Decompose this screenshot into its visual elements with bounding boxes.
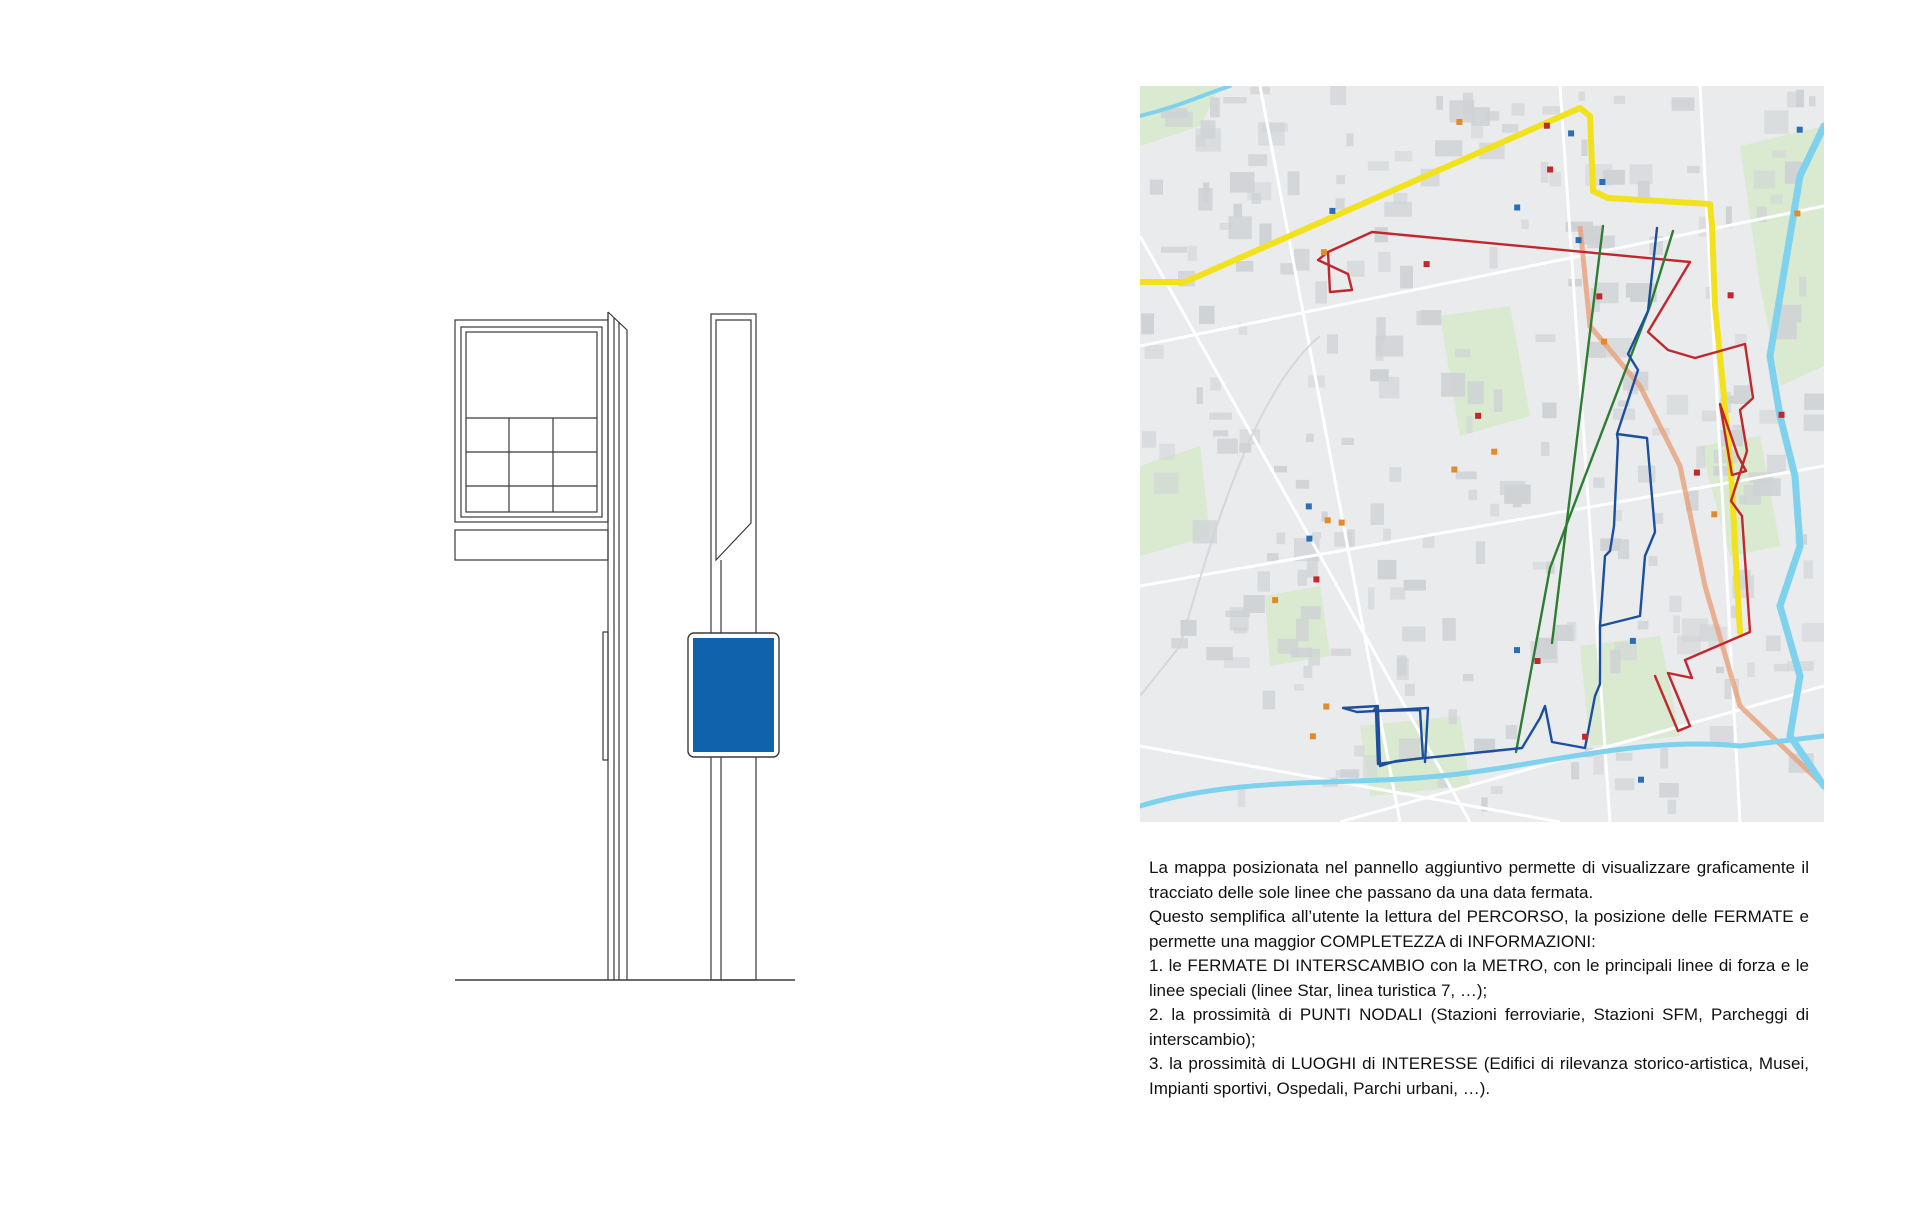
city-block [1696, 446, 1705, 468]
city-block [1489, 247, 1497, 269]
poi-marker-icon [1630, 638, 1636, 644]
city-block [1542, 403, 1556, 419]
poi-marker-icon [1475, 413, 1481, 419]
city-block [1296, 480, 1309, 489]
city-block [1342, 438, 1355, 445]
city-block [1809, 96, 1816, 106]
city-block [1248, 154, 1267, 166]
poi-marker-icon [1694, 470, 1700, 476]
city-block [1301, 606, 1321, 619]
city-block [1188, 246, 1197, 261]
city-block [1659, 783, 1679, 798]
city-block [1512, 103, 1525, 115]
city-block [1368, 587, 1375, 609]
city-block [1230, 607, 1249, 630]
city-block [1435, 140, 1462, 156]
city-block [1593, 477, 1604, 487]
city-block [1774, 664, 1789, 672]
city-block [1687, 166, 1700, 173]
city-block [1702, 411, 1718, 422]
poi-marker-icon [1339, 520, 1345, 526]
city-block [1165, 112, 1193, 127]
city-block [1336, 175, 1345, 184]
city-block [1463, 93, 1473, 114]
city-block [1491, 786, 1503, 794]
city-block [1141, 313, 1154, 334]
city-block [1378, 560, 1397, 580]
city-block [1610, 650, 1621, 674]
city-block [1442, 618, 1455, 641]
poi-marker-icon [1323, 704, 1329, 710]
city-block [1327, 334, 1338, 353]
city-block [1229, 216, 1252, 239]
city-block [1456, 472, 1477, 480]
city-block [1455, 349, 1470, 357]
city-block [1336, 198, 1345, 209]
city-block [1667, 395, 1688, 415]
route-map [1140, 86, 1824, 822]
city-block [1673, 616, 1680, 634]
description-list-item-3: 3. la prossimità di LUOGHI di INTERESSE (Edifici di rilevanza storico-artistica, Musei, Impianti sportivi, Ospedali, Parchi urbani, …). [1149, 1054, 1809, 1098]
city-block [1581, 140, 1587, 156]
board-base-band [455, 530, 608, 560]
city-block [1375, 227, 1388, 242]
city-block [1669, 596, 1681, 613]
city-block [1390, 587, 1405, 599]
city-block [1209, 413, 1232, 420]
city-block [1764, 110, 1788, 134]
city-block [1616, 753, 1633, 761]
poi-marker-icon [1547, 167, 1553, 173]
city-block [1363, 755, 1377, 778]
city-block [1378, 252, 1391, 272]
city-block [1568, 279, 1582, 286]
poi-marker-icon [1321, 249, 1327, 255]
city-block [1217, 439, 1238, 454]
city-block [1541, 442, 1550, 456]
city-block [1506, 725, 1517, 739]
city-block [1145, 345, 1164, 359]
city-block [1766, 636, 1781, 652]
poi-marker-icon [1456, 119, 1462, 125]
city-block [1579, 92, 1585, 101]
city-block [1210, 98, 1220, 118]
city-block [1476, 542, 1485, 564]
poi-marker-icon [1329, 208, 1335, 214]
city-block [1615, 778, 1634, 790]
city-block [1787, 92, 1802, 108]
poi-marker-icon [1451, 467, 1457, 473]
city-block [1347, 261, 1365, 277]
city-block [1330, 86, 1346, 105]
city-block [1213, 430, 1228, 436]
city-block [1802, 623, 1824, 642]
poi-marker-icon [1794, 210, 1800, 216]
city-block [1236, 261, 1253, 272]
city-block [1303, 666, 1312, 678]
city-block [1405, 684, 1415, 696]
poi-marker-icon [1638, 777, 1644, 783]
city-block [1571, 762, 1579, 779]
city-block [1468, 381, 1484, 404]
poi-marker-icon [1582, 734, 1588, 740]
city-block [1502, 124, 1518, 133]
city-block [1296, 619, 1309, 641]
poi-marker-icon [1272, 597, 1278, 603]
city-block [1630, 164, 1653, 184]
poi-marker-icon [1514, 647, 1520, 653]
city-block [1744, 485, 1761, 505]
city-block [1682, 618, 1708, 641]
city-block [1399, 738, 1420, 760]
city-block [1494, 390, 1503, 412]
poi-marker-icon [1568, 130, 1574, 136]
city-block [1159, 444, 1175, 460]
city-block [1370, 369, 1389, 381]
city-block [1504, 485, 1531, 504]
city-block [1449, 709, 1457, 724]
description-text [1149, 856, 1809, 1101]
city-block [1521, 219, 1528, 229]
city-block [1196, 128, 1221, 151]
city-block [1543, 106, 1562, 115]
poi-marker-icon [1535, 658, 1541, 664]
city-block [1421, 310, 1441, 325]
city-block [1747, 663, 1755, 677]
city-block [1154, 473, 1178, 494]
poi-marker-icon [1601, 339, 1607, 345]
poi-marker-icon [1313, 576, 1319, 582]
city-block [1402, 627, 1425, 642]
city-block [1294, 684, 1304, 691]
city-block [1263, 691, 1275, 710]
city-block [1714, 450, 1738, 464]
poi-marker-icon [1491, 449, 1497, 455]
poi-marker-icon [1797, 127, 1803, 133]
city-block [1767, 455, 1786, 475]
city-block [1595, 283, 1619, 304]
city-block [1206, 647, 1232, 660]
description-paragraph-2: Questo semplifica all’utente la lettura del PERCORSO, la posizione delle FERMATE e permette una maggior COMPLETEZZA di INFORMAZIONI: [1149, 907, 1809, 951]
city-block [1638, 621, 1649, 630]
city-block [1649, 556, 1658, 566]
city-block [1804, 415, 1824, 432]
city-block [1469, 490, 1478, 500]
city-block [1315, 281, 1327, 303]
city-block [1142, 431, 1156, 447]
city-block [1258, 571, 1271, 591]
timetable-board [455, 320, 608, 522]
poi-marker-icon [1424, 261, 1430, 267]
city-block [1397, 658, 1409, 680]
city-block [1638, 466, 1656, 483]
city-block [1772, 150, 1786, 158]
blue-information-panel [688, 633, 779, 757]
city-block [1754, 170, 1776, 188]
city-block [1223, 97, 1246, 103]
city-block [1368, 161, 1389, 170]
city-block [1376, 336, 1404, 357]
city-block [1247, 182, 1271, 200]
city-block [1799, 277, 1806, 297]
poi-marker-icon [1544, 123, 1550, 129]
poi-marker-icon [1599, 179, 1605, 185]
poi-marker-icon [1306, 536, 1312, 542]
city-block [1541, 162, 1548, 183]
city-block [1553, 625, 1573, 641]
city-block [1288, 171, 1300, 195]
city-block [1660, 748, 1668, 769]
city-block [1672, 97, 1695, 110]
poi-marker-icon [1596, 293, 1602, 299]
city-block [1404, 580, 1426, 591]
city-block [1536, 334, 1556, 342]
city-block [1400, 266, 1413, 289]
city-block [1294, 249, 1309, 271]
city-block [1233, 204, 1242, 218]
city-block [1549, 172, 1561, 187]
city-block [1298, 570, 1308, 586]
city-block [1331, 649, 1352, 656]
city-block [1161, 247, 1187, 253]
city-block [1346, 134, 1353, 147]
poi-marker-icon [1728, 292, 1734, 298]
city-block [1277, 533, 1286, 545]
poi-marker-icon [1711, 511, 1717, 517]
poi-marker-icon [1306, 503, 1312, 509]
city-block [1197, 387, 1203, 404]
city-block [1203, 182, 1209, 201]
city-block [1716, 667, 1724, 673]
poi-marker-icon [1514, 205, 1520, 211]
city-block [1336, 770, 1359, 778]
poi-marker-icon [1325, 517, 1331, 523]
city-block [1466, 416, 1472, 433]
city-block [1306, 434, 1314, 442]
city-block [1654, 513, 1663, 524]
city-block [1490, 504, 1499, 517]
city-block [1384, 202, 1412, 217]
city-block [1371, 504, 1385, 526]
city-block [1234, 627, 1248, 633]
city-block [1274, 466, 1287, 472]
city-block [1278, 639, 1299, 654]
city-block [1668, 800, 1677, 814]
city-block [1594, 755, 1604, 775]
city-block [1614, 96, 1625, 104]
city-block [1395, 151, 1412, 161]
city-block [1804, 560, 1813, 578]
poi-marker-icon [1576, 237, 1582, 243]
city-block [1436, 96, 1443, 110]
city-block [1267, 553, 1279, 561]
city-block [1354, 745, 1364, 756]
city-block [1441, 373, 1465, 397]
city-block [1150, 180, 1163, 195]
city-block [1463, 674, 1473, 681]
city-block [1334, 532, 1352, 547]
city-block [1771, 195, 1784, 205]
city-block [1804, 394, 1824, 411]
description-paragraph-1: La mappa posizionata nel pannello aggiuntivo permette di visualizzare graficamente il tracciato delle sole linee che passano da una data fermata. [1149, 858, 1809, 902]
city-block [1199, 306, 1215, 324]
city-block [1383, 529, 1391, 541]
totem-front-elevation [455, 312, 627, 980]
poi-marker-icon [1779, 412, 1785, 418]
poi-marker-icon [1310, 733, 1316, 739]
city-block [1389, 467, 1401, 482]
city-block [1312, 532, 1321, 539]
description-list-item-1: 1. le FERMATE DI INTERSCAMBIO con la METRO, con le principali linee di forza e le linee speciali (linee Star, linea turistica 7, …); [1149, 956, 1809, 1000]
description-list-item-2: 2. la prossimità di PUNTI NODALI (Stazioni ferroviarie, Stazioni SFM, Parcheggi di interscambio); [1149, 1005, 1809, 1049]
